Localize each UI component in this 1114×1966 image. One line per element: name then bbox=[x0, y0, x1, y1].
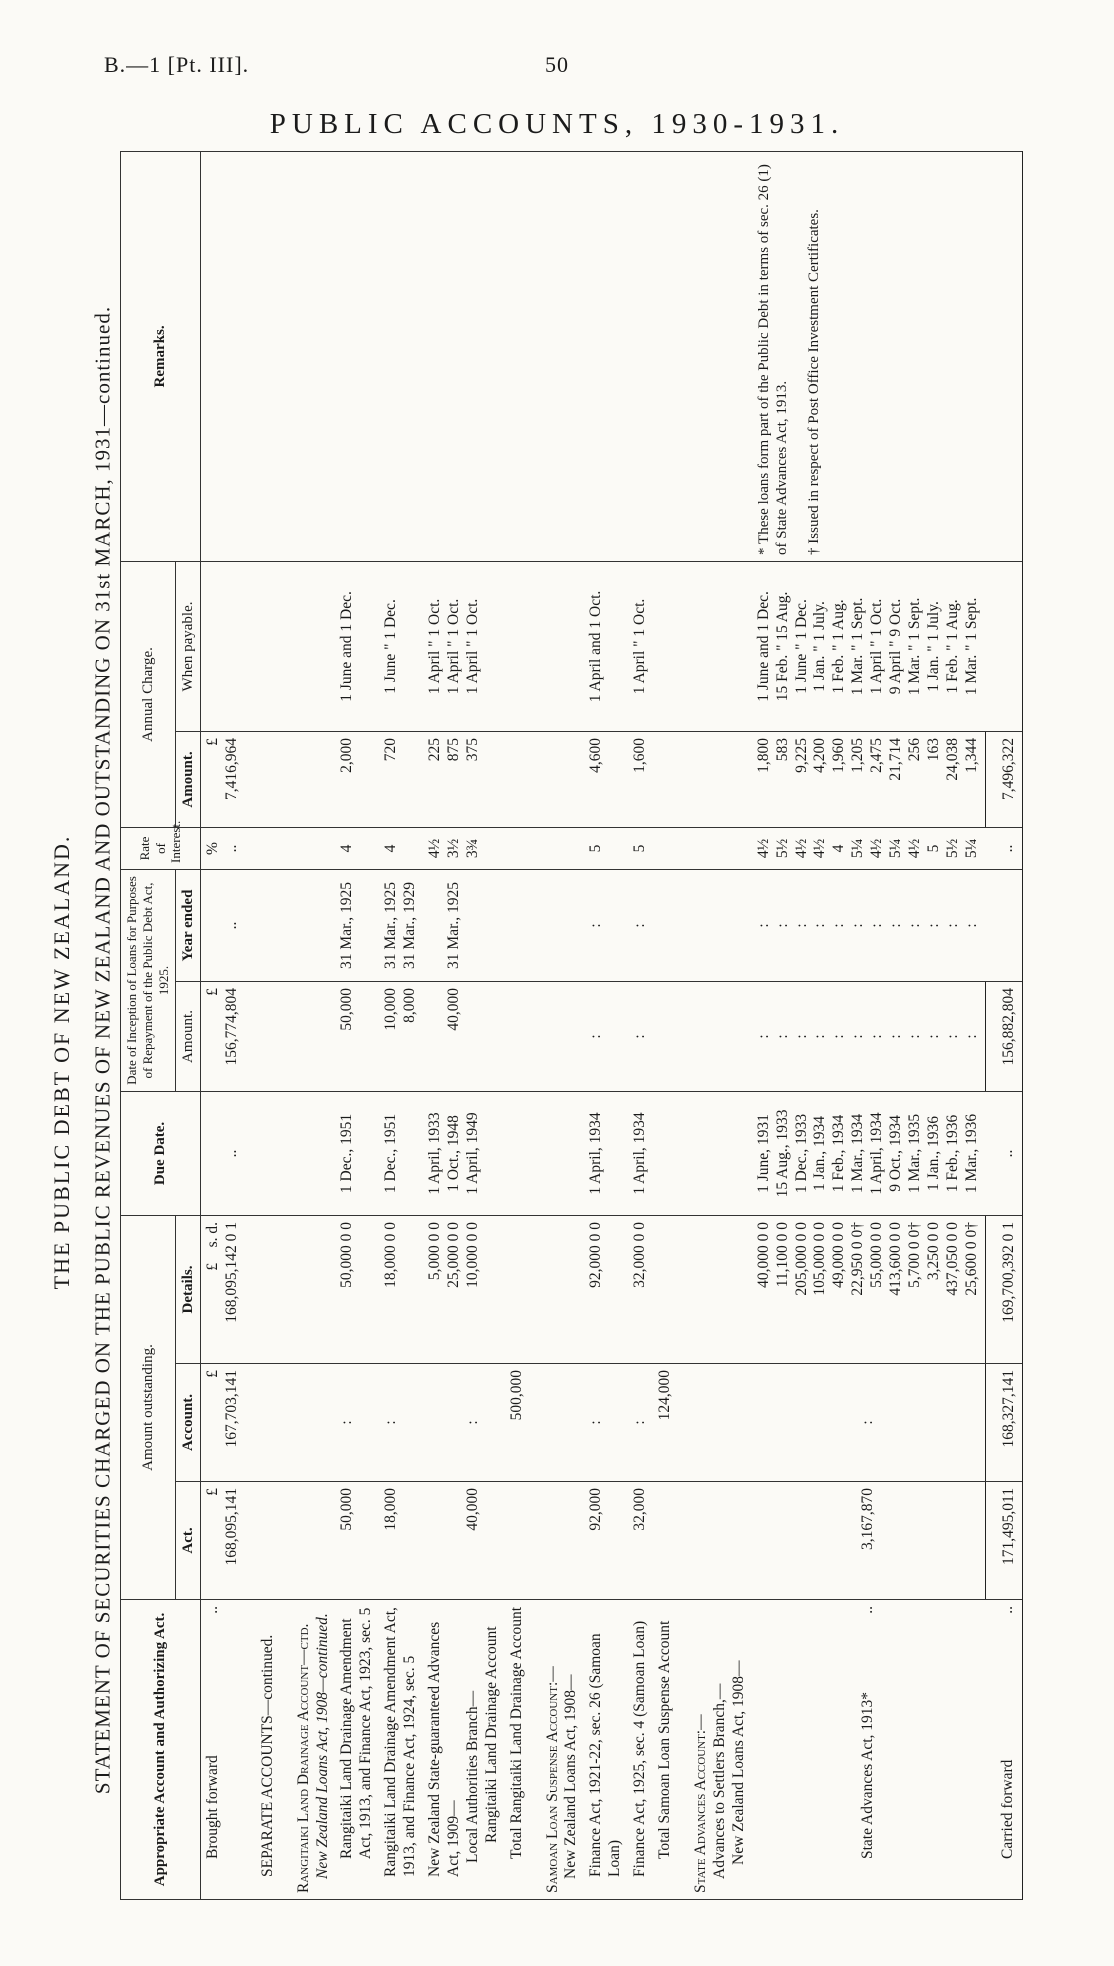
col-account-header: Account. bbox=[175, 1364, 200, 1482]
cell-annual-amount: 9,225 bbox=[792, 737, 810, 773]
row-sublabel: Local Authorities Branch— bbox=[463, 1690, 481, 1863]
cell-rate: 3¾ bbox=[463, 838, 481, 859]
cell-inception-amount: 156,774,804 bbox=[222, 987, 240, 1066]
cell-year-ended: 31 Mar., 1925 bbox=[382, 881, 400, 969]
statement-title: THE PUBLIC DEBT OF NEW ZEALAND. bbox=[49, 834, 74, 1290]
cell-rate: 4½ bbox=[792, 838, 810, 859]
cell-rate: .. bbox=[985, 827, 1022, 869]
cell-rate: 5¼ bbox=[887, 838, 905, 859]
col-rate-header: Rate of Interest. bbox=[121, 827, 201, 869]
col-annual-charge-header: Annual Charge. bbox=[121, 561, 176, 827]
table-row-total bbox=[505, 151, 530, 1899]
state-rate-list bbox=[752, 827, 985, 869]
cell-rate: 5 bbox=[584, 827, 628, 869]
cell-inception-amount: 156,882,804 bbox=[985, 981, 1022, 1091]
cell-act-amount: 18,000 bbox=[379, 1482, 423, 1600]
cell-rate: 3½ bbox=[444, 838, 462, 859]
cell-rate: 5¼ bbox=[849, 838, 867, 859]
cell-details: 105,000 0 0 bbox=[811, 1221, 829, 1296]
cell-details: 55,000 0 0 bbox=[868, 1221, 886, 1288]
cell-year-ended: : bbox=[924, 923, 942, 928]
cell-rate: 4½ bbox=[754, 838, 772, 859]
row-label: Carried forward bbox=[999, 1759, 1017, 1859]
cell-inception-amount: : bbox=[905, 1034, 923, 1039]
cell-rate: 4 bbox=[335, 827, 379, 869]
cell-account-total: 500,000 bbox=[505, 1364, 530, 1482]
cell-details: 32,000 0 0 bbox=[628, 1215, 653, 1363]
cell-act-amount: 3,167,870 bbox=[752, 1482, 985, 1600]
unit-pound: £ bbox=[203, 987, 221, 996]
unit-sd: s. d. bbox=[203, 1221, 221, 1248]
row-label: State Advances Act, 1913* bbox=[858, 1691, 876, 1859]
cell-year-ended: : bbox=[905, 923, 923, 928]
cell-details: 92,000 0 0 bbox=[584, 1215, 628, 1363]
cell-act-amount: 32,000 bbox=[628, 1482, 653, 1600]
cell-details: 3,250 0 0 bbox=[924, 1221, 942, 1281]
cell-when-payable: 1 June " 1 Dec. bbox=[379, 561, 423, 731]
cell-inception-amount: : bbox=[773, 1034, 791, 1039]
cell-rate: 5¼ bbox=[962, 838, 980, 859]
cell-when-payable: 1 Jan. " 1 July. bbox=[924, 601, 942, 692]
cell-inception-amount: : bbox=[849, 1034, 867, 1039]
unit-pound: £ bbox=[203, 1370, 221, 1378]
cell-rate: 5½ bbox=[943, 838, 961, 859]
account-heading: State Advances Account:— bbox=[692, 1714, 709, 1893]
document-reference: B.—1 [Pt. III]. bbox=[104, 52, 250, 77]
cell-details: 22,950 0 0† bbox=[849, 1221, 867, 1296]
table-row-state-advances: State Advances Act, 1913* .. 3,167,870 : 40,000 0 0 11,100 0 0 205,000 0 0 105,000 0 0 49,000 0 0 22,950 0 0† 55,000 0 0 413,600 0 0 5,700 0 0† 3,250 0 0 437,050 0 0 25,600 0 0† 1 June, 1931 15 Aug., 1933 1 Dec., 1933 1 Jan., 1934 1 Feb., 1934 1 Mar., 1934 1 April, 1934 9 Oct., 1934 1 Mar., 1935 1 Jan., 1936 1 Feb., 1936 1 Mar., 1936 : : : : : : : : : : : : : : : : : : : : : : : : 4½ 5½ 4½ 4½ 4 5¼ 4½ 5¼ 4½ 5 5½ 5¼ 1,800 583 9,225 4,200 1,960 1,205 2,475 21,714 256 163 24,038 1,344 1 June and 1 Dec. 15 Feb. " 15 Aug. 1 June " 1 Dec. 1 Jan. " 1 July. 1 Feb. " 1 Aug. 1 Mar. " 1 Sept. 1 April " 1 Oct. 9 April " 9 Oct. 1 Mar. " 1 Sept. 1 Jan. " 1 July. 1 Feb. " 1 Aug. 1 Mar. " 1 Sept. * These loans form part of the Public Debt in terms of sec. 26 (1) of State Advances Act, 1913. † Issued in respect of Post Office Investment Certificates. bbox=[752, 151, 985, 1899]
unit-percent: % bbox=[203, 842, 221, 855]
row-label: Rangitaiki Land Drainage Amendment Act, 1913, and Finance Act, 1923, sec. 5 bbox=[335, 1600, 379, 1900]
securities-table bbox=[120, 151, 1023, 1900]
cell-inception-amount: 40,000 bbox=[444, 987, 462, 1031]
cell-due-date: 1 Jan., 1936 bbox=[924, 1116, 942, 1191]
cell-year-ended: : bbox=[792, 923, 810, 928]
cell-when-payable: 1 Feb. " 1 Aug. bbox=[943, 599, 961, 694]
cell-year-ended: : bbox=[868, 923, 886, 928]
cell-annual-amount: 7,416,964 bbox=[222, 737, 240, 800]
state-ac-list bbox=[752, 731, 985, 827]
cell-rate: 4½ bbox=[811, 838, 829, 859]
cell-annual-amount: 1,800 bbox=[754, 737, 772, 773]
publication-title: PUBLIC ACCOUNTS, 1930-1931. bbox=[269, 108, 845, 140]
cell-when-payable: 1 Mar. " 1 Sept. bbox=[962, 597, 980, 696]
cell-due-date: 1 Jan., 1934 bbox=[811, 1116, 829, 1191]
col-act-amount-header: Act. bbox=[175, 1482, 200, 1600]
table-row: Rangitaiki Land Drainage Amendment Act, 1913, and Finance Act, 1923, sec. 5 50,000 : 50,000 0 0 1 Dec., 1951 50,000 31 Mar., 1925 4 2,000 1 June and 1 Dec. bbox=[335, 151, 379, 1899]
statement-subtitle: STATEMENT OF SECURITIES CHARGED ON THE PUBLIC REVENUES OF NEW ZEALAND AND OUTSTANDING ON 31st MARCH, 1931—continued. bbox=[90, 305, 115, 1795]
cell-details: 169,700,392 0 1 bbox=[985, 1215, 1022, 1363]
unit-pound: £ bbox=[203, 1488, 221, 1496]
cell-annual-amount: 2,000 bbox=[335, 731, 379, 827]
cell-due-date: 1 April, 1933 bbox=[426, 1112, 444, 1195]
cell-inception-amount: : bbox=[792, 1034, 810, 1039]
leader-dots: .. bbox=[999, 1606, 1017, 1614]
row-label: Finance Act, 1925, sec. 4 (Samoan Loan) bbox=[628, 1600, 653, 1900]
row-label: Rangitaiki Land Drainage Amendment Act, 1913, and Finance Act, 1924, sec. 5 bbox=[379, 1600, 423, 1900]
page-number: 50 bbox=[545, 52, 569, 77]
table-row: Rangitaiki Land Drainage Amendment Act, 1913, and Finance Act, 1924, sec. 5 18,000 : 18,000 0 0 1 Dec., 1951 10,000 8,000 31 Mar., 1925 31 Mar., 1929 4 720 1 June " 1 Dec. bbox=[379, 151, 423, 1899]
cell-details: 413,600 0 0 bbox=[887, 1221, 905, 1296]
cell-annual-amount: 583 bbox=[773, 737, 791, 762]
cell-details: 10,000 0 0 bbox=[463, 1221, 481, 1288]
cell-annual-amount: 4,200 bbox=[811, 737, 829, 773]
cell-annual-amount: 2,475 bbox=[868, 737, 886, 773]
leader-dots: .. bbox=[203, 1606, 221, 1614]
cell-annual-amount: 1,600 bbox=[628, 731, 653, 827]
col-annual-amount-header: Amount. bbox=[175, 731, 200, 827]
table-row-carried-forward bbox=[985, 151, 1022, 1899]
section-heading: SEPARATE ACCOUNTS—continued. bbox=[258, 1634, 276, 1877]
cell-annual-amount: 720 bbox=[379, 731, 423, 827]
cell-due-date: 1 June, 1931 bbox=[754, 1114, 772, 1193]
cell-annual-amount: 1,960 bbox=[830, 737, 848, 773]
cell-rate: .. bbox=[222, 844, 240, 853]
cell-inception-amount: : bbox=[943, 1034, 961, 1039]
cell-account-amount: 168,327,141 bbox=[985, 1364, 1022, 1482]
cell-annual-amount: 256 bbox=[905, 737, 923, 762]
cell-annual-amount: 7,496,322 bbox=[985, 731, 1022, 827]
cell-rate: 5 bbox=[628, 827, 653, 869]
cell-rate: 5 bbox=[924, 844, 942, 853]
cell-act-amount: 40,000 bbox=[463, 1488, 481, 1531]
col-act-header: Appropriate Account and Authorizing Act. bbox=[121, 1600, 201, 1900]
cell-details: 168,095,142 0 1 bbox=[222, 1221, 240, 1323]
table-row-brought-forward bbox=[200, 151, 244, 1899]
cell-annual-amount: 375 bbox=[463, 737, 481, 762]
cell-due-date: 1 April, 1934 bbox=[868, 1112, 886, 1195]
cell-details: 25,600 0 0† bbox=[962, 1221, 980, 1296]
cell-year-ended: 31 Mar., 1925 bbox=[444, 881, 462, 969]
cell-account-amount: 167,703,141 bbox=[222, 1370, 240, 1448]
state-inception-list bbox=[752, 981, 985, 1091]
cell-details: 25,000 0 0 bbox=[444, 1221, 462, 1288]
cell-due-date: 1 Dec., 1933 bbox=[792, 1113, 810, 1194]
cell-annual-amount: 225 bbox=[426, 737, 444, 762]
unit-pound: £ bbox=[203, 737, 221, 746]
cell-due-date: .. bbox=[985, 1091, 1022, 1215]
col-when-payable-header: When payable. bbox=[175, 561, 200, 731]
state-due-list bbox=[752, 1091, 985, 1215]
cell-annual-amount: 163 bbox=[924, 737, 942, 762]
cell-annual-amount: 24,038 bbox=[943, 737, 961, 781]
cell-rate: 4 bbox=[379, 827, 423, 869]
cell-act-amount: 50,000 bbox=[335, 1482, 379, 1600]
cell-year-ended: : bbox=[773, 923, 791, 928]
cell-inception-amount: 8,000 bbox=[401, 987, 419, 1023]
branch-heading: Advances to Settlers Branch,— bbox=[710, 1683, 728, 1879]
cell-inception-amount: : bbox=[924, 1034, 942, 1039]
cell-details: 11,100 0 0 bbox=[773, 1221, 791, 1288]
cell-due-date: 1 Mar., 1935 bbox=[905, 1113, 923, 1194]
cell-annual-amount: 21,714 bbox=[887, 737, 905, 781]
cell-due-date: 1 Mar., 1934 bbox=[849, 1113, 867, 1194]
cell-inception-amount: 10,000 bbox=[382, 987, 400, 1031]
cell-when-payable: 1 Mar. " 1 Sept. bbox=[849, 597, 867, 696]
col-inception-header: Date of Inception of Loans for Purposes of Repayment of the Public Debt Act, 1925. bbox=[121, 869, 176, 1091]
cell-when-payable: 9 April " 9 Oct. bbox=[887, 598, 905, 695]
cell-inception-amount: : bbox=[962, 1034, 980, 1039]
row-label: New Zealand State-guaranteed Advances Act, 1909— bbox=[426, 1621, 462, 1877]
account-heading: Rangitaiki Land Drainage Account—ctd. bbox=[294, 1623, 312, 1893]
cell-year-ended: : bbox=[754, 923, 772, 928]
cell-details: 49,000 0 0 bbox=[830, 1221, 848, 1288]
cell-when-payable: 1 April " 1 Oct. bbox=[444, 598, 462, 695]
total-label: Total Rangitaiki Land Drainage Account bbox=[505, 1600, 530, 1900]
cell-year-ended: : bbox=[830, 923, 848, 928]
cell-due-date: 1 Dec., 1951 bbox=[335, 1091, 379, 1215]
cell-year-ended: : bbox=[943, 923, 961, 928]
cell-when-payable: 1 Jan. " 1 July. bbox=[811, 601, 829, 692]
row-label: Brought forward bbox=[203, 1755, 221, 1859]
cell-details: 5,000 0 0 bbox=[426, 1221, 444, 1281]
act-heading: New Zealand Loans Act, 1908— bbox=[729, 1660, 747, 1865]
cell-due-date: 1 April, 1949 bbox=[463, 1112, 481, 1195]
remark-footnote-star: * These loans form part of the Public Debt in terms of sec. 26 (1) of State Advances Act, 1913. bbox=[755, 164, 791, 555]
state-details-list bbox=[752, 1215, 985, 1363]
cell-due-date: .. bbox=[222, 1149, 240, 1158]
cell-rate: 5½ bbox=[773, 838, 791, 859]
cell-year-ended: : bbox=[887, 923, 905, 928]
table-row: New Zealand State-guaranteed Advances Act, 1909— Local Authorities Branch— Rangitaiki Land Drainage Account 40,000 : 5,000 0 0 25,000 0 0 10,000 0 0 1 April, 1933 1 Oct., 1948 1 April, 1949 40,000 31 Mar., 1925 4½ 3½ 3¾ 225 875 375 1 April " 1 Oct. 1 April " 1 Oct. 1 April " 1 Oct. bbox=[423, 151, 505, 1899]
cell-when-payable: 1 April and 1 Oct. bbox=[584, 561, 628, 731]
cell-due-date: 1 Dec., 1951 bbox=[379, 1091, 423, 1215]
cell-act-amount: 92,000 bbox=[584, 1482, 628, 1600]
remark-footnote-dagger: † Issued in respect of Post Office Investment Certificates. bbox=[806, 209, 823, 555]
total-label: Total Samoan Loan Suspense Account bbox=[653, 1600, 678, 1900]
cell-inception-amount: : bbox=[811, 1034, 829, 1039]
cell-details: 40,000 0 0 bbox=[754, 1221, 772, 1288]
cell-rate: 4 bbox=[830, 844, 848, 853]
cell-inception-amount: : bbox=[754, 1034, 772, 1039]
cell-year-ended: : bbox=[811, 923, 829, 928]
cell-details: 205,000 0 0 bbox=[792, 1221, 810, 1296]
cell-annual-amount: 4,600 bbox=[584, 731, 628, 827]
cell-inception-amount: : bbox=[868, 1034, 886, 1039]
cell-act-amount: 171,495,011 bbox=[985, 1482, 1022, 1600]
cell-due-date: 1 April, 1934 bbox=[584, 1091, 628, 1215]
cell-when-payable: 15 Feb. " 15 Aug. bbox=[773, 591, 791, 702]
cell-due-date: 1 Oct., 1948 bbox=[444, 1115, 462, 1192]
unit-pound: £ bbox=[203, 1262, 221, 1271]
cell-when-payable: 1 April " 1 Oct. bbox=[868, 598, 886, 695]
act-heading: New Zealand Loans Act, 1908— bbox=[562, 1674, 580, 1879]
cell-inception-amount: 50,000 bbox=[335, 981, 379, 1091]
cell-due-date: 15 Aug., 1933 bbox=[773, 1109, 791, 1198]
cell-when-payable: 1 June " 1 Dec. bbox=[792, 599, 810, 694]
cell-year-ended: .. bbox=[222, 921, 240, 930]
cell-year-ended: : bbox=[962, 923, 980, 928]
col-amount-outstanding-header: Amount outstanding. bbox=[121, 1215, 176, 1599]
account-heading: Samoan Loan Suspense Account:— bbox=[543, 1666, 561, 1893]
cell-when-payable: 1 April " 1 Oct. bbox=[463, 598, 481, 695]
cell-details: 437,050 0 0 bbox=[943, 1221, 961, 1296]
cell-rate: 4½ bbox=[868, 838, 886, 859]
col-details-header: Details. bbox=[175, 1215, 200, 1363]
cell-inception-amount: : bbox=[830, 1034, 848, 1039]
cell-year-ended: : bbox=[849, 923, 867, 928]
cell-annual-amount: 1,344 bbox=[962, 737, 980, 773]
cell-account-total: 124,000 bbox=[653, 1364, 678, 1482]
cell-act-amount: 168,095,141 bbox=[222, 1488, 240, 1566]
cell-rate: 4½ bbox=[905, 838, 923, 859]
cell-details: 18,000 0 0 bbox=[379, 1215, 423, 1363]
act-heading: New Zealand Loans Act, 1908—continued. bbox=[313, 1613, 331, 1879]
col-due-date-header: Due Date. bbox=[121, 1091, 201, 1215]
cell-due-date: 1 Feb., 1936 bbox=[943, 1114, 961, 1193]
row-sublabel: Rangitaiki Land Drainage Account bbox=[482, 1626, 500, 1843]
cell-when-payable: 1 June and 1 Dec. bbox=[754, 591, 772, 702]
cell-due-date: 1 April, 1934 bbox=[628, 1091, 653, 1215]
cell-due-date: 1 Mar., 1936 bbox=[962, 1113, 980, 1194]
cell-details: 5,700 0 0† bbox=[905, 1221, 923, 1288]
cell-rate: 4½ bbox=[426, 838, 444, 859]
cell-when-payable: 1 April " 1 Oct. bbox=[426, 598, 444, 695]
cell-year-ended: 31 Mar., 1929 bbox=[401, 881, 419, 969]
cell-when-payable: 1 Mar. " 1 Sept. bbox=[905, 597, 923, 696]
state-year-list bbox=[752, 869, 985, 981]
cell-when-payable: 1 June and 1 Dec. bbox=[335, 561, 379, 731]
col-year-ended-header: Year ended bbox=[175, 869, 200, 981]
row-label: Finance Act, 1921-22, sec. 26 (Samoan Loan) bbox=[584, 1600, 628, 1900]
cell-due-date: 1 Feb., 1934 bbox=[830, 1114, 848, 1193]
col-remarks-header: Remarks. bbox=[121, 151, 201, 561]
cell-inception-amount: : bbox=[887, 1034, 905, 1039]
table-row: Finance Act, 1921-22, sec. 26 (Samoan Loan) 92,000 : 92,000 0 0 1 April, 1934 : : 5 4,600 1 April and 1 Oct. bbox=[584, 151, 628, 1899]
state-when-list bbox=[752, 561, 985, 731]
cell-annual-amount: 875 bbox=[444, 737, 462, 762]
cell-annual-amount: 1,205 bbox=[849, 737, 867, 773]
table-row: Finance Act, 1925, sec. 4 (Samoan Loan) 32,000 : 32,000 0 0 1 April, 1934 : : 5 1,600 1 April " 1 Oct. bbox=[628, 151, 653, 1899]
cell-when-payable: 1 Feb. " 1 Aug. bbox=[830, 599, 848, 694]
cell-year-ended: 31 Mar., 1925 bbox=[335, 869, 379, 981]
col-inception-amount-header: Amount. bbox=[175, 981, 200, 1091]
securities-table-rotated bbox=[120, 152, 1080, 1900]
cell-due-date: 9 Oct., 1934 bbox=[887, 1115, 905, 1192]
cell-when-payable: 1 April " 1 Oct. bbox=[628, 561, 653, 731]
cell-details: 50,000 0 0 bbox=[335, 1215, 379, 1363]
